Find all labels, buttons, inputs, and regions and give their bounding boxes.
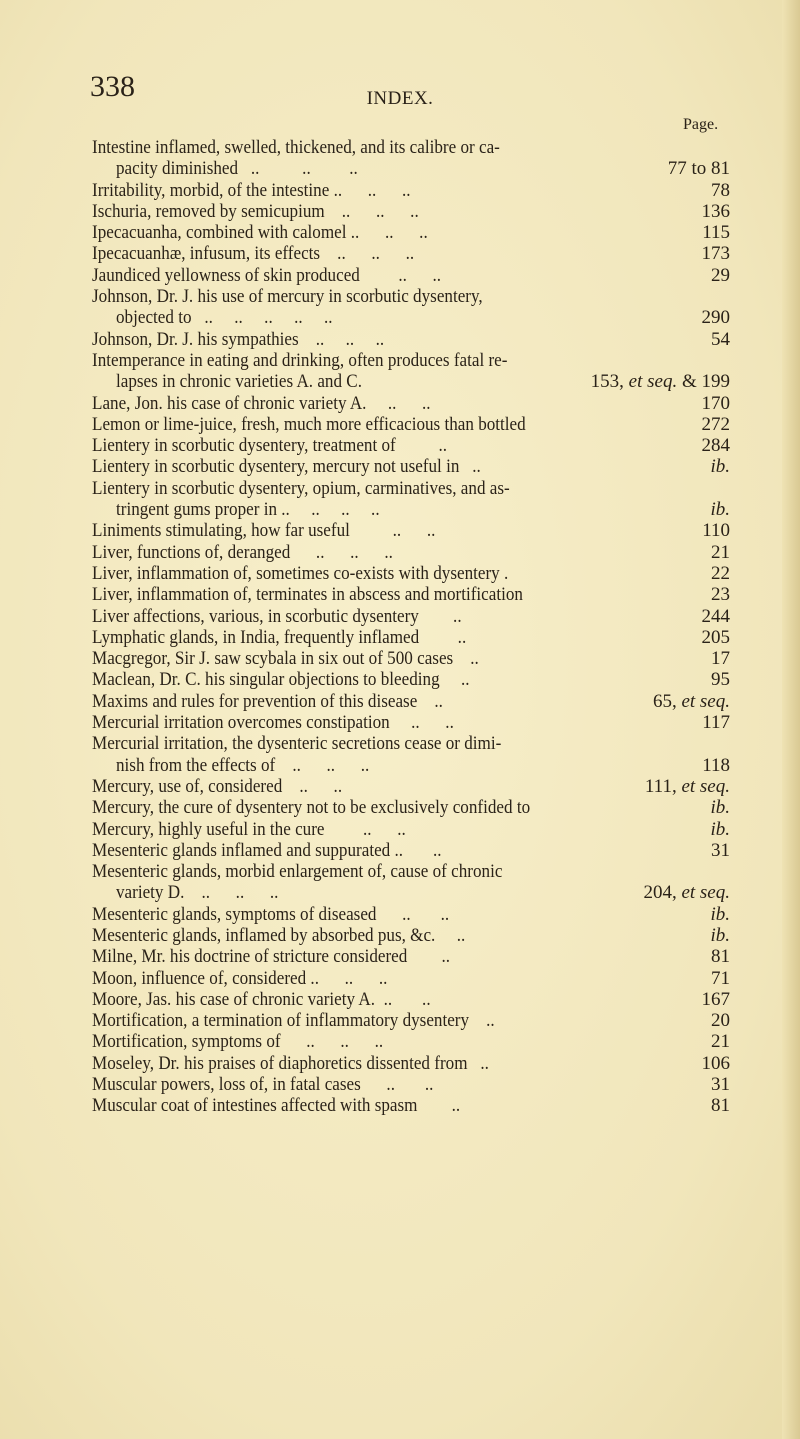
index-line	[92, 606, 730, 627]
index-line	[92, 265, 730, 286]
index-line	[92, 158, 730, 179]
index-entry-text: nish from the effects of .. .. ..	[116, 754, 370, 776]
index-entry-text: tringent gums proper in .. .. .. ..	[116, 499, 380, 521]
page-reference	[702, 520, 730, 541]
page-reference-text: & 199	[677, 371, 730, 393]
page-reference	[711, 542, 730, 563]
index-entry-text: Mesenteric glands, inflamed by absorbed pus, &c. ..	[92, 924, 466, 946]
page-reference	[702, 627, 731, 648]
page-reference	[711, 648, 730, 669]
index-entry-text: Mercury, use of, considered .. ..	[92, 775, 343, 797]
page-reference	[711, 840, 730, 861]
index-entry-text: Liver, inflammation of, terminates in abscess and mortification	[92, 584, 523, 606]
index-entry-text: Moore, Jas. his case of chronic variety A. .. ..	[92, 988, 431, 1010]
page-reference-text: 78	[711, 179, 730, 201]
page-reference	[711, 1031, 730, 1052]
page-reference	[711, 946, 730, 967]
page-reference-italic: ib.	[710, 797, 730, 819]
page-reference-text: 167	[701, 988, 730, 1010]
index-entry-text: Liver affections, various, in scorbutic dysentery ..	[92, 605, 462, 627]
index-line	[92, 669, 730, 690]
page-reference-text: 23	[711, 584, 730, 606]
index-line	[92, 393, 730, 414]
page-reference-text: 81	[711, 1095, 730, 1117]
page-reference-italic: et seq.	[681, 882, 730, 904]
index-line	[92, 904, 730, 925]
page-reference-text: 29	[711, 264, 730, 286]
page-reference-text: 31	[711, 839, 730, 861]
page-reference	[711, 1074, 730, 1095]
index-line	[92, 925, 730, 946]
page-reference-text: 106	[701, 1052, 730, 1074]
index-entry-text: Muscular coat of intestines affected with spasm ..	[92, 1095, 461, 1117]
index-line	[92, 840, 730, 861]
index-entry-text: Mercury, the cure of dysentery not to be exclusively confided to	[92, 797, 531, 819]
index-line	[92, 1010, 730, 1031]
index-entry-text: Lane, Jon. his case of chronic variety A. .. ..	[92, 392, 431, 414]
index-line	[92, 797, 730, 818]
page-reference	[702, 1053, 731, 1074]
index-line	[92, 882, 730, 903]
index-line	[92, 222, 730, 243]
running-title: INDEX.	[366, 88, 434, 109]
page-reference-text: 170	[701, 392, 730, 414]
index-line	[92, 478, 730, 499]
page-reference-text: 136	[701, 200, 730, 222]
index-entry-text: Irritability, morbid, of the intestine .. .. ..	[92, 179, 411, 201]
page-reference	[645, 776, 730, 797]
index-line	[92, 329, 730, 350]
index-entry-text: Mesenteric glands, symptoms of diseased .. ..	[92, 903, 450, 925]
page-reference-italic: ib.	[710, 456, 730, 478]
index-line	[92, 414, 730, 435]
index-entry-text: Mercury, highly useful in the cure .. ..	[92, 818, 406, 840]
page-reference	[702, 393, 731, 414]
index-entry-text: Lientery in scorbutic dysentery, opium, carminatives, and as-	[92, 477, 510, 499]
page-reference-text: 54	[711, 328, 730, 350]
index-line	[92, 776, 730, 797]
index-line	[92, 584, 730, 605]
page-reference	[702, 989, 731, 1010]
index-entry-text: Johnson, Dr. J. his sympathies .. .. ..	[92, 328, 385, 350]
page-reference-text: 31	[711, 1074, 730, 1096]
index-entry-text: Liver, functions of, deranged .. .. ..	[92, 541, 393, 563]
page-reference	[711, 584, 730, 605]
page-reference	[653, 691, 730, 712]
page-reference	[710, 904, 730, 925]
index-entry-text: Mercurial irritation, the dysenteric secretions cease or dimi-	[92, 733, 502, 755]
index-line	[92, 733, 730, 754]
index-entry-text: Moon, influence of, considered .. .. ..	[92, 967, 388, 989]
page-reference-text: 95	[711, 669, 730, 691]
index-line	[92, 456, 730, 477]
index-line	[92, 307, 730, 328]
page-reference-text: 17	[711, 648, 730, 670]
index-line	[92, 989, 730, 1010]
index-entries	[92, 137, 730, 1117]
index-line	[92, 755, 730, 776]
index-entry-text: Mesenteric glands, morbid enlargement of, cause of chronic	[92, 861, 503, 883]
page-reference-text: 290	[701, 307, 730, 329]
page-reference	[711, 265, 730, 286]
page-reference-italic: ib.	[710, 903, 730, 925]
index-line	[92, 712, 730, 733]
index-entry-text: Maxims and rules for prevention of this disease ..	[92, 690, 443, 712]
index-line	[92, 648, 730, 669]
index-entry-text: objected to .. .. .. .. ..	[116, 307, 333, 329]
page-edge	[782, 0, 800, 1439]
index-entry-text: Mortification, symptoms of .. .. ..	[92, 1031, 384, 1053]
index-entry-text: Johnson, Dr. J. his use of mercury in scorbutic dysentery,	[92, 286, 483, 308]
index-entry-text: Moseley, Dr. his praises of diaphoretics dissented from ..	[92, 1052, 489, 1074]
index-line	[92, 946, 730, 967]
page-reference-text: 272	[701, 413, 730, 435]
page-reference-italic: ib.	[710, 818, 730, 840]
index-line	[92, 968, 730, 989]
page-reference	[702, 435, 731, 456]
index-entry-text: Lientery in scorbutic dysentery, mercury not useful in ..	[92, 456, 481, 478]
page-reference-italic: ib.	[710, 924, 730, 946]
page-reference-text: 81	[711, 946, 730, 968]
index-line	[92, 201, 730, 222]
index-entry-text: variety D. .. .. ..	[116, 882, 279, 904]
index-line	[92, 286, 730, 307]
page-reference-text: 110	[702, 520, 730, 542]
page-reference	[711, 563, 730, 584]
page-reference	[711, 1010, 730, 1031]
page-reference-italic: et seq.	[681, 690, 730, 712]
page-reference-text: 65,	[652, 690, 682, 712]
index-line	[92, 499, 730, 520]
page-reference	[710, 499, 730, 520]
page-column-header: Page.	[683, 116, 719, 133]
page-reference-text: 173	[701, 243, 730, 265]
page-reference	[711, 329, 730, 350]
index-entry-text: Ischuria, removed by semicupium .. .. ..	[92, 200, 419, 222]
page-reference	[591, 371, 730, 392]
index-entry-text: Intestine inflamed, swelled, thickened, and its calibre or ca-	[92, 137, 500, 158]
index-line	[92, 435, 730, 456]
page-reference-italic: et seq.	[681, 775, 730, 797]
index-line	[92, 1074, 730, 1095]
index-entry-text: Intemperance in eating and drinking, often produces fatal re-	[92, 349, 508, 371]
index-entry-text: Macgregor, Sir J. saw scybala in six out of 500 cases ..	[92, 648, 479, 670]
index-line	[92, 1095, 730, 1116]
index-line	[92, 861, 730, 882]
index-line	[92, 691, 730, 712]
index-entry-text: Milne, Mr. his doctrine of stricture considered ..	[92, 946, 451, 968]
page-reference-text: 115	[702, 222, 730, 244]
page-reference-text: 204,	[643, 882, 682, 904]
index-line	[92, 180, 730, 201]
page-reference	[702, 243, 731, 264]
page-reference-text: 20	[711, 1010, 730, 1032]
page-reference	[710, 819, 730, 840]
page-reference	[643, 882, 730, 903]
page-reference	[711, 180, 730, 201]
index-line	[92, 1053, 730, 1074]
index-entry-text: pacity diminished .. .. ..	[116, 158, 358, 180]
page-reference	[668, 158, 730, 179]
index-line	[92, 627, 730, 648]
page-reference	[711, 669, 730, 690]
page-number: 338	[90, 70, 135, 103]
page-reference-text: 118	[702, 754, 730, 776]
page-reference	[702, 414, 731, 435]
index-entry-text: Mortification, a termination of inflammatory dysentery ..	[92, 1010, 495, 1032]
index-line	[92, 350, 730, 371]
page-reference	[710, 456, 730, 477]
index-line	[92, 819, 730, 840]
index-line	[92, 243, 730, 264]
page-reference-text: 117	[702, 712, 730, 734]
page-reference	[702, 201, 731, 222]
page-reference	[710, 797, 730, 818]
page-reference	[702, 222, 730, 243]
index-line	[92, 520, 730, 541]
page-reference-text: 284	[701, 435, 730, 457]
page-reference-text: 153,	[590, 371, 629, 393]
page-reference-italic: et seq.	[628, 371, 678, 393]
page-reference-text: 21	[711, 541, 730, 563]
page-reference-text: 205	[701, 626, 730, 648]
index-entry-text: Lientery in scorbutic dysentery, treatment of ..	[92, 435, 448, 457]
index-line	[92, 542, 730, 563]
page-reference	[702, 712, 730, 733]
page-reference	[702, 755, 730, 776]
index-entry-text: Mercurial irritation overcomes constipation .. ..	[92, 712, 454, 734]
index-entry-text: Lymphatic glands, in India, frequently inflamed ..	[92, 626, 467, 648]
index-line	[92, 1031, 730, 1052]
index-entry-text: Jaundiced yellowness of skin produced .. ..	[92, 264, 442, 286]
page-reference-italic: ib.	[710, 499, 730, 521]
index-line	[92, 137, 730, 158]
page-reference	[710, 925, 730, 946]
index-entry-text: Ipecacuanhæ, infusum, its effects .. .. ..	[92, 243, 415, 265]
page-reference-text: 244	[701, 605, 730, 627]
page-reference-text: 111,	[644, 775, 682, 797]
index-entry-text: Mesenteric glands inflamed and suppurated .. ..	[92, 839, 442, 861]
page-reference-text: 71	[711, 967, 730, 989]
index-entry-text: Ipecacuanha, combined with calomel .. .. ..	[92, 222, 428, 244]
index-line	[92, 371, 730, 392]
page-reference-text: 77 to 81	[667, 158, 730, 180]
page-reference	[711, 968, 730, 989]
index-entry-text: Maclean, Dr. C. his singular objections to bleeding ..	[92, 669, 470, 691]
page-reference-text: 21	[711, 1031, 730, 1053]
index-line	[92, 563, 730, 584]
index-entry-text: Lemon or lime-juice, fresh, much more efficacious than bottled	[92, 413, 526, 435]
page-reference	[702, 307, 731, 328]
page-reference-text: 22	[711, 562, 730, 584]
index-entry-text: Liniments stimulating, how far useful .. ..	[92, 520, 436, 542]
index-entry-text: Muscular powers, loss of, in fatal cases .. ..	[92, 1074, 434, 1096]
page-reference	[711, 1095, 730, 1116]
page-reference	[702, 606, 731, 627]
index-entry-text: Liver, inflammation of, sometimes co-exists with dysentery .	[92, 562, 509, 584]
index-entry-text: lapses in chronic varieties A. and C.	[116, 371, 362, 393]
